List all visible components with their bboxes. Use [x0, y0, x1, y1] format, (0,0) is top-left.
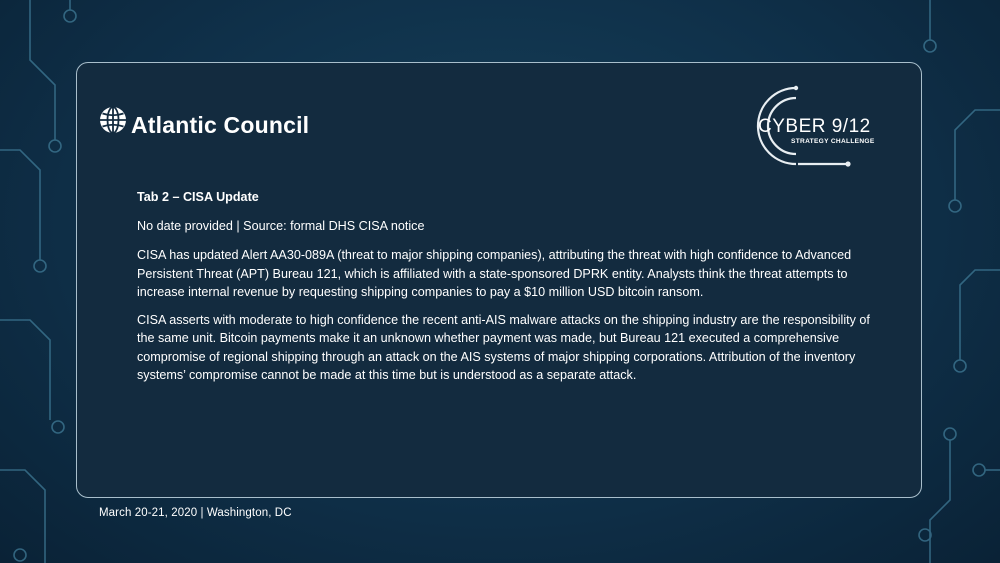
- atlantic-council-logo: [98, 100, 309, 139]
- cyber-ring-logo: [738, 80, 908, 170]
- footer-date-location: March 20-21, 2020 | Washington, DC: [99, 507, 292, 519]
- paragraph-2: CISA asserts with moderate to high confidence the recent anti-AIS malware attacks on the shipping industry are the responsibility of the same unit. Bitcoin payments make it an unknown whether payment was made, but Bureau 121 executed a comprehensive compromise of regional shipping through an attack on the AIS systems of major shipping corporations. Attribution of the inventory systems’ compromise cannot be made at this time but is understood as a separate attack.: [137, 312, 870, 382]
- slide-heading: Tab 2 – CISA Update: [137, 190, 259, 204]
- source-line: No date provided | Source: formal DHS CISA notice: [137, 218, 425, 233]
- paragraph-1: CISA has updated Alert AA30-089A (threat to major shipping companies), attributing the threat with high confidence to Advanced Persistent Threat (APT) Bureau 121, which is affiliated with a state-sponsored DPRK entity. Analysts think the threat attempts to increase internal revenue by requesting shipping companies to pay a $10 million USD bitcoin ransom.: [137, 248, 852, 299]
- organization-name: Atlantic Council: [131, 112, 310, 138]
- cyber-logo-title: CYBER 9/12: [758, 116, 871, 137]
- cyber-logo-subtitle: STRATEGY CHALLENGE: [791, 138, 875, 145]
- globe-icon: [98, 105, 128, 135]
- slide-content: [137, 188, 877, 394]
